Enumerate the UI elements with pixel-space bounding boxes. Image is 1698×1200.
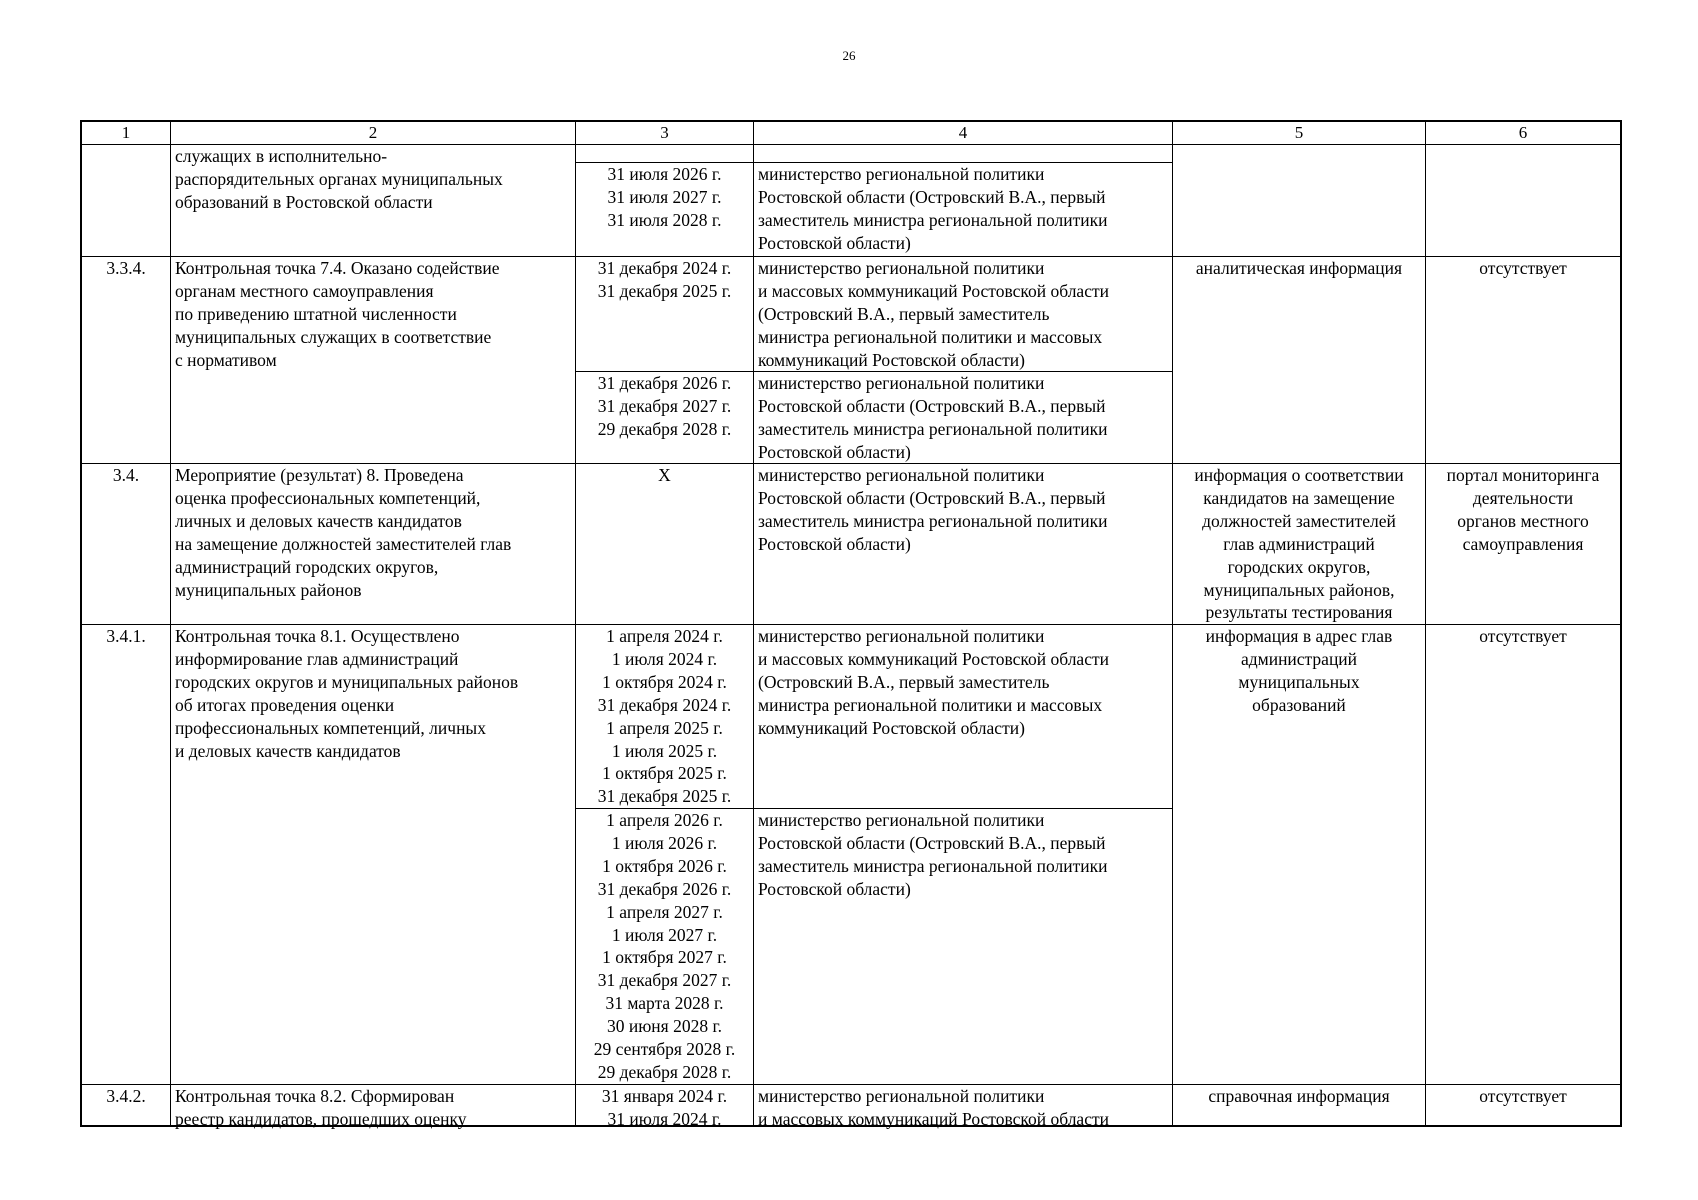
row-number: 3.3.4. <box>106 258 146 278</box>
responsible-party: министерство региональной политики и массовых коммуникаций Ростовской области (Островский В.А., первый заместитель министра региональной политики и массовых коммуникаций Ростовской области) <box>758 626 1109 738</box>
row-number: 3.4.2. <box>106 1086 146 1106</box>
column-header: 4 <box>958 123 968 142</box>
information-system: отсутствует <box>1479 626 1567 646</box>
deadline-dates: 1 апреля 2026 г. 1 июля 2026 г. 1 октября 2026 г. 31 декабря 2026 г. 1 апреля 2027 г. 1 июля 2027 г. 1 октября 2027 г. 31 декабря 2027 г. 31 марта 2028 г. 30 июня 2028 г. 29 сентября 2028 г. 29 декабря 2028 г. <box>593 810 736 1082</box>
row-number: 3.4.1. <box>106 626 146 646</box>
deadline-dates: 31 января 2024 г. 31 июля 2024 г. <box>601 1086 728 1129</box>
responsible-party: министерство региональной политики Ростовской области (Островский В.А., первый заместитель министра региональной политики Ростовской области) <box>758 373 1108 462</box>
deadline-dates: 31 декабря 2024 г. 31 декабря 2025 г. <box>597 258 732 301</box>
task-name: служащих в исполнительно- распорядительных органах муниципальных образований в Ростовской области <box>175 146 503 212</box>
information-system: отсутствует <box>1479 258 1567 278</box>
responsible-party: министерство региональной политики и массовых коммуникаций Ростовской области (Островский В.А., первый заместитель министра региональной политики и массовых коммуникаций Ростовской области) <box>758 258 1109 370</box>
task-name: Контрольная точка 7.4. Оказано содействие органам местного самоуправления по приведению штатной численности муниципальных служащих в соответствие с нормативом <box>175 258 500 370</box>
responsible-party: министерство региональной политики Ростовской области (Островский В.А., первый заместитель министра региональной политики Ростовской области) <box>758 810 1108 899</box>
document-type: справочная информация <box>1208 1086 1390 1106</box>
column-header: 5 <box>1294 123 1304 142</box>
column-header: 3 <box>660 123 669 142</box>
column-header: 2 <box>368 123 378 142</box>
deadline-dates: 31 июля 2026 г. 31 июля 2027 г. 31 июля 2028 г. <box>607 164 722 230</box>
document-type: аналитическая информация <box>1195 258 1403 278</box>
responsible-party: министерство региональной политики Ростовской области (Островский В.А., первый заместитель министра региональной политики Ростовской области) <box>758 164 1108 253</box>
page-number: 26 <box>842 48 856 63</box>
document-type: информация в адрес глав администраций муниципальных образований <box>1205 626 1393 715</box>
plan-table <box>80 120 1622 1127</box>
document-type: информация о соответствии кандидатов на замещение должностей заместителей глав администраций городских округов, муниципальных районов, результаты тестирования <box>1194 465 1404 623</box>
task-name: Контрольная точка 8.2. Сформирован реестр кандидатов, прошедших оценку <box>175 1086 467 1129</box>
information-system: отсутствует <box>1479 1086 1567 1106</box>
column-header: 1 <box>121 123 131 142</box>
row-number: 3.4. <box>112 465 140 485</box>
information-system: портал мониторинга деятельности органов местного самоуправления <box>1446 465 1600 554</box>
column-header: 6 <box>1518 123 1528 142</box>
responsible-party: министерство региональной политики и массовых коммуникаций Ростовской области <box>758 1086 1109 1129</box>
task-name: Контрольная точка 8.1. Осуществлено информирование глав администраций городских округов и муниципальных районов об итогах проведения оценки профессиональных компетенций, личных и деловых качеств кандидатов <box>175 626 519 761</box>
deadline-dates: Х <box>658 465 671 485</box>
deadline-dates: 31 декабря 2026 г. 31 декабря 2027 г. 29 декабря 2028 г. <box>597 373 732 439</box>
deadline-dates: 1 апреля 2024 г. 1 июля 2024 г. 1 октября 2024 г. 31 декабря 2024 г. 1 апреля 2025 г. 1 июля 2025 г. 1 октября 2025 г. 31 декабря 2025 г. <box>597 626 732 807</box>
responsible-party: министерство региональной политики Ростовской области (Островский В.А., первый заместитель министра региональной политики Ростовской области) <box>758 465 1108 554</box>
task-name: Мероприятие (результат) 8. Проведена оценка профессиональных компетенций, личных и деловых качеств кандидатов на замещение должностей заместителей глав администраций городских округов, муниципальных районов <box>175 465 512 600</box>
